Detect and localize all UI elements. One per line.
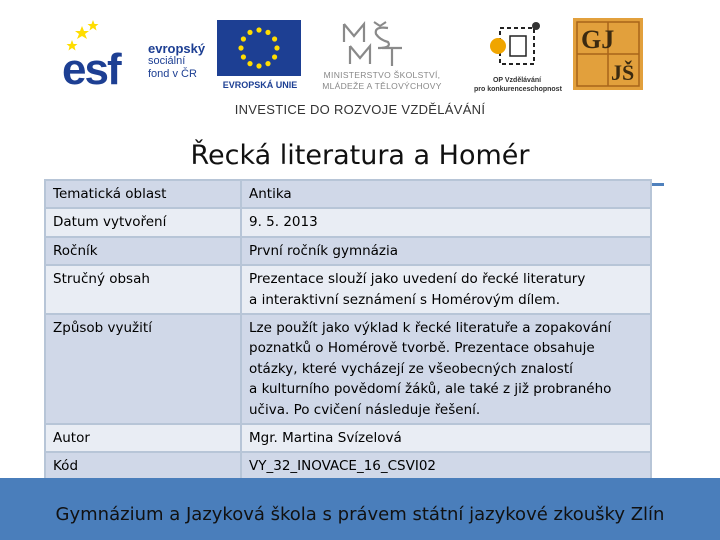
- row-value-line: Prezentace slouží jako uvedení do řecké literatury: [249, 271, 586, 288]
- row-value-line: Mgr. Martina Svízelová: [249, 430, 402, 447]
- svg-text:esf: esf: [62, 45, 120, 94]
- row-value-line: VY_32_INOVACE_16_CSVI02: [249, 458, 437, 475]
- msmt-mark-icon: [340, 18, 424, 68]
- eu-logo: [214, 20, 304, 92]
- row-value-line: První ročník gymnázia: [249, 242, 399, 259]
- row-label: Stručný obsah: [45, 265, 241, 314]
- row-value-line: učiva. Po cvičení následuje řešení.: [249, 401, 481, 418]
- op-logo: [474, 18, 560, 96]
- msmt-caption-line: MINISTERSTVO ŠKOLSTVÍ,: [323, 70, 441, 80]
- footer-bar: [0, 478, 720, 540]
- row-label: Kód: [45, 452, 241, 480]
- table-row: [45, 265, 651, 314]
- row-value-line: a interaktivní seznámení s Homérovým dílem.: [249, 291, 560, 308]
- row-value: [241, 180, 651, 208]
- op-caption-line: OP Vzdělávání: [492, 77, 542, 84]
- table-row: [45, 452, 651, 480]
- eu-flag-icon: [217, 20, 301, 76]
- table-row: [45, 237, 651, 265]
- eu-caption: EVROPSKÁ UNIE: [222, 80, 298, 90]
- esf-text-line: evropský: [148, 41, 206, 56]
- row-label: Ročník: [45, 237, 241, 265]
- svg-text:GJ: GJ: [581, 25, 615, 54]
- table-row: [45, 314, 651, 424]
- esf-text: [148, 42, 205, 81]
- op-mark-icon: [486, 18, 548, 74]
- logo-banner: [0, 0, 720, 125]
- row-value-line: poznatků o Homérově tvorbě. Prezentace obsahuje: [249, 340, 595, 357]
- page-title: Řecká literatura a Homér: [190, 140, 530, 171]
- row-value: [241, 265, 651, 314]
- investment-banner-text: INVESTICE DO ROZVOJE VZDĚLÁVÁNÍ: [234, 102, 486, 117]
- row-value: [241, 314, 651, 424]
- esf-logo: [62, 18, 212, 96]
- info-table: [44, 179, 652, 482]
- svg-text:JŠ: JŠ: [611, 60, 635, 85]
- esf-text-line: fond v ČR: [148, 68, 197, 80]
- row-label: Způsob využití: [45, 314, 241, 424]
- msmt-logo: [308, 18, 456, 96]
- row-label: Tematická oblast: [45, 180, 241, 208]
- table-row: [45, 424, 651, 452]
- table-row: [45, 180, 651, 208]
- esf-mark-icon: [62, 18, 148, 96]
- row-value: [241, 237, 651, 265]
- row-value: [241, 208, 651, 236]
- row-label: Datum vytvoření: [45, 208, 241, 236]
- op-caption: [474, 76, 560, 94]
- gjs-mark-icon: [573, 18, 643, 90]
- row-label: Autor: [45, 424, 241, 452]
- row-value-line: a kulturního povědomí žáků, ale také z již probraného: [249, 381, 612, 398]
- msmt-caption: [308, 70, 456, 92]
- row-value-line: otázky, které vycházejí ze všeobecných znalostí: [249, 360, 573, 377]
- msmt-caption-line: MLÁDEŽE A TĚLOVÝCHOVY: [322, 81, 442, 91]
- footer-school-name: Gymnázium a Jazyková škola s právem státní jazykové zkoušky Zlín: [55, 504, 665, 525]
- row-value-line: Lze použít jako výklad k řecké literatuře a zopakování: [249, 320, 612, 337]
- row-value: [241, 452, 651, 480]
- esf-text-line: sociální: [148, 55, 186, 67]
- row-value-line: 9. 5. 2013: [249, 214, 318, 231]
- table-row: [45, 208, 651, 236]
- row-value: [241, 424, 651, 452]
- row-value-line: Antika: [249, 186, 292, 202]
- gjs-logo: [573, 18, 643, 90]
- info-table-body: [45, 180, 651, 481]
- op-caption-line: pro konkurenceschopnost: [474, 86, 562, 93]
